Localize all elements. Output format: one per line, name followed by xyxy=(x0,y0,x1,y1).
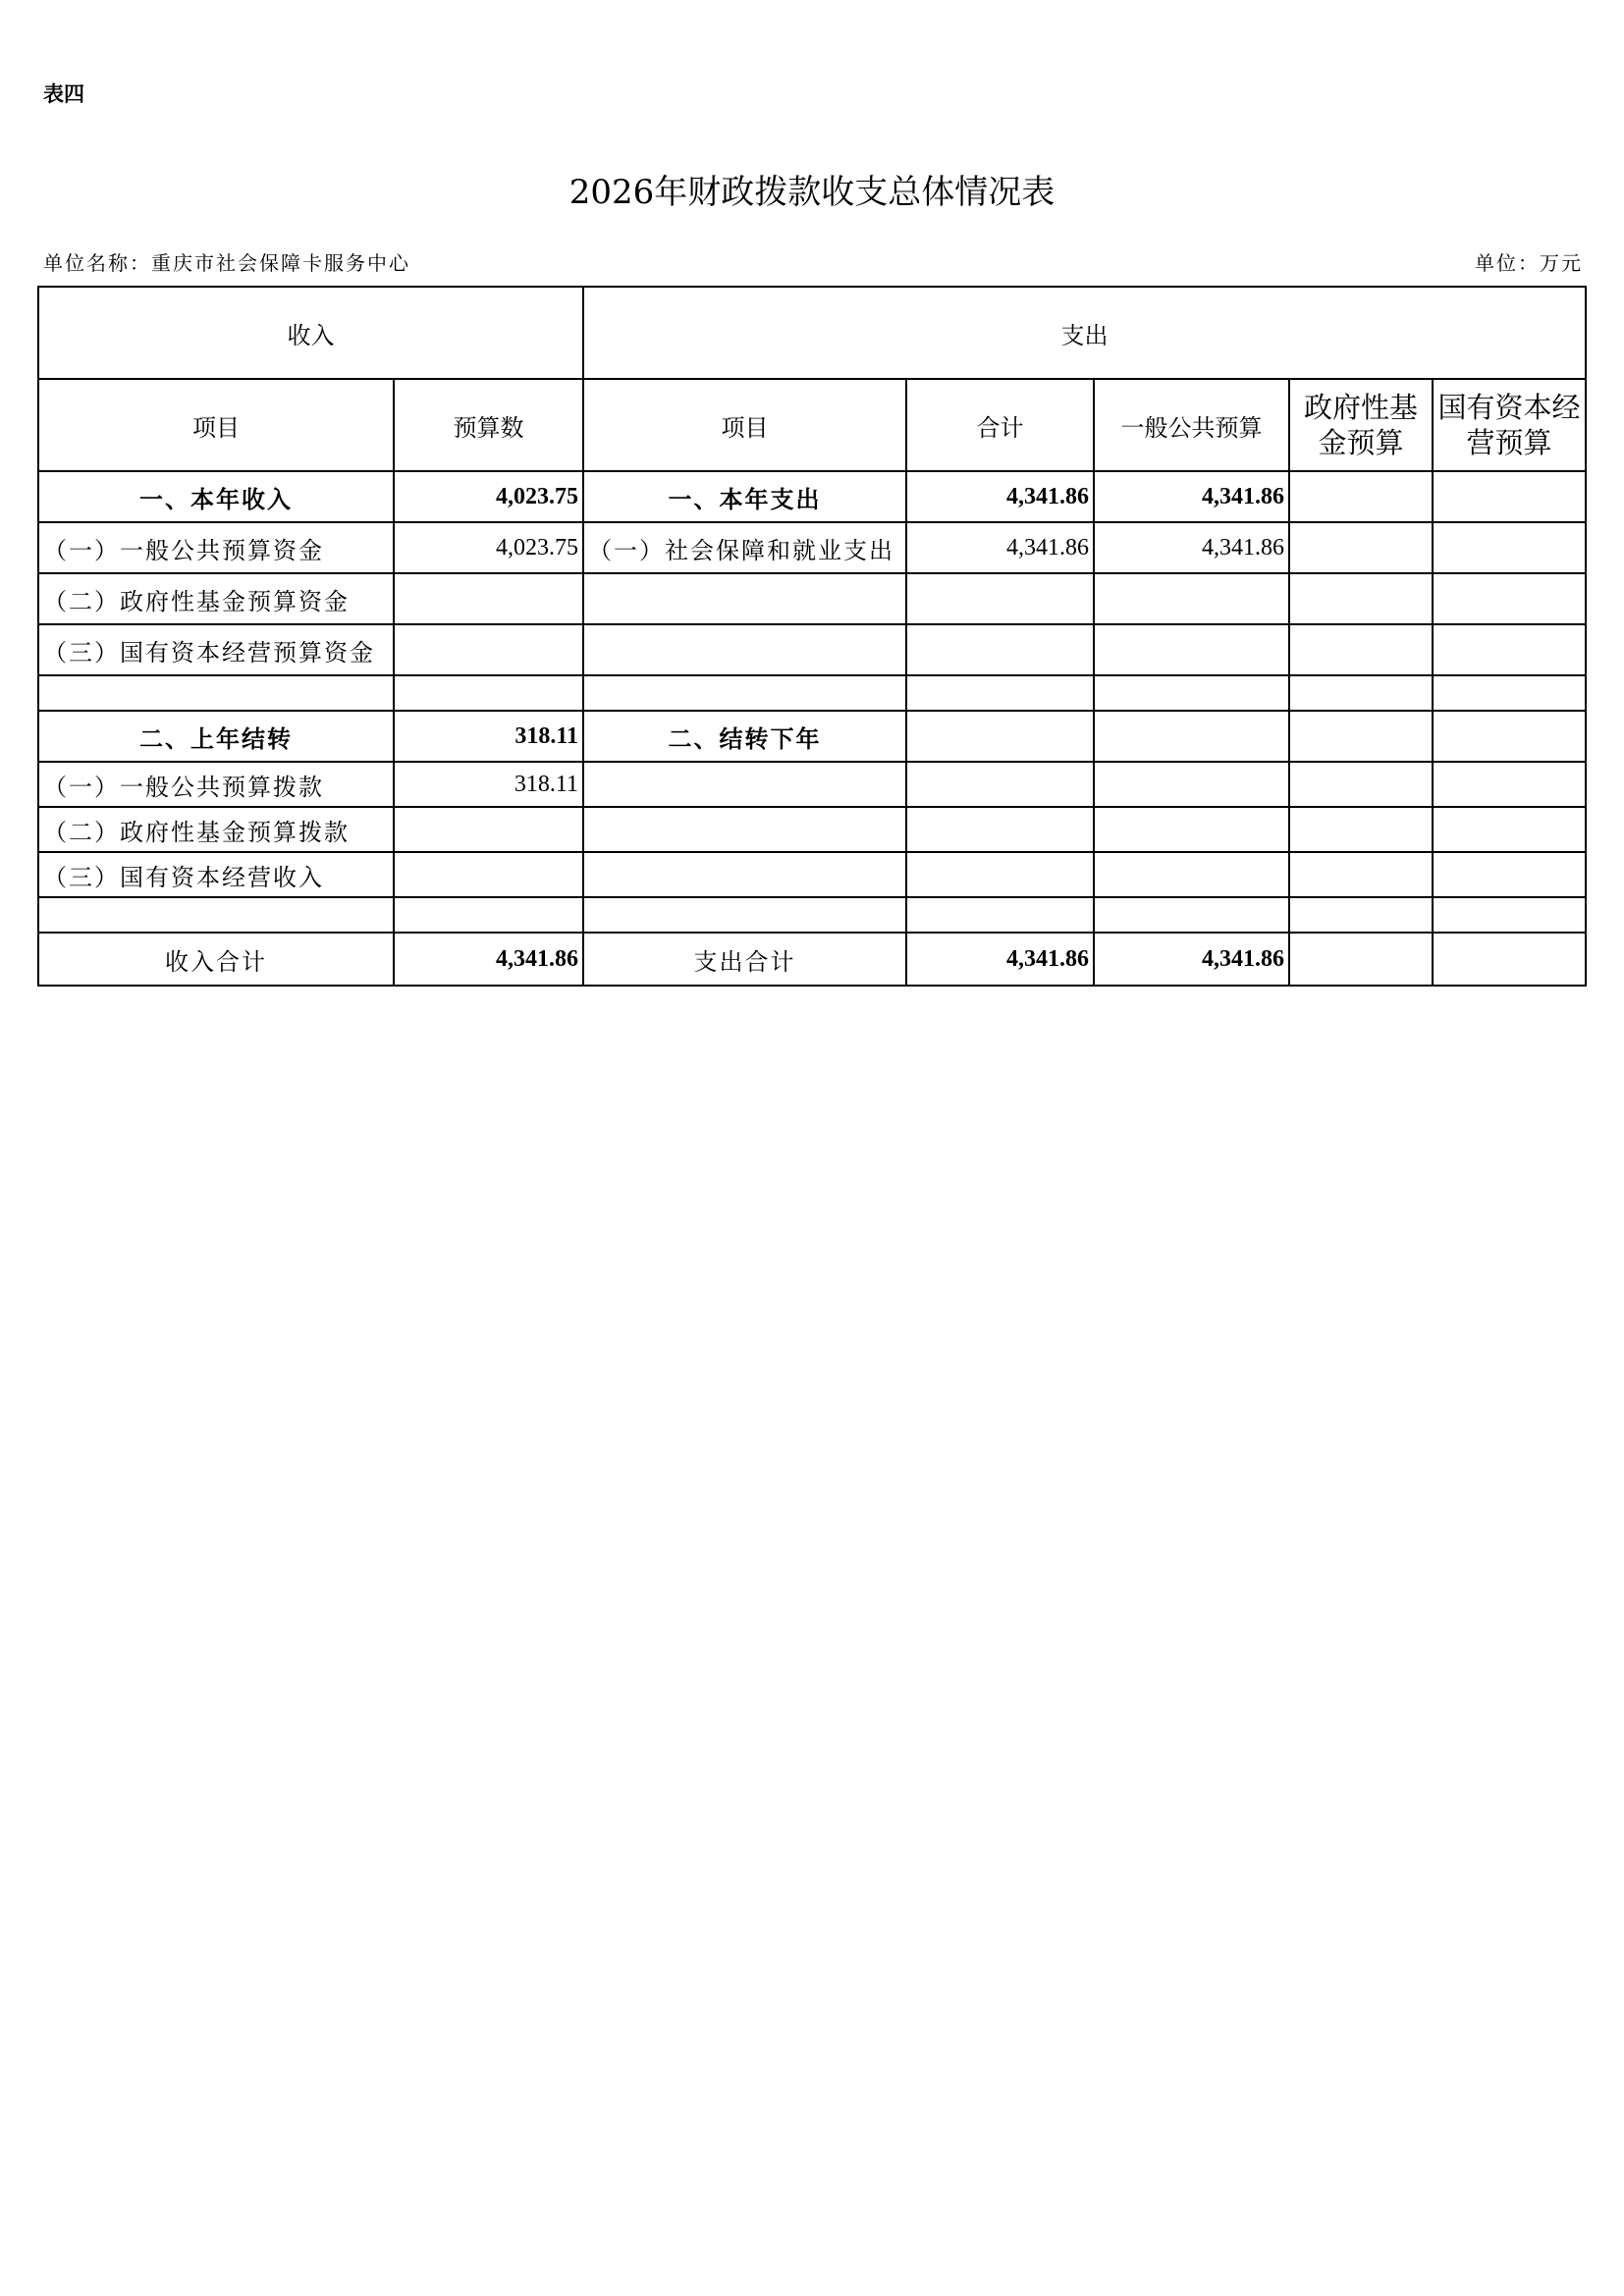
income-item xyxy=(38,897,394,933)
income-item: （二）政府性基金预算拨款 xyxy=(38,807,394,852)
column-header-row xyxy=(38,379,1586,471)
income-item: 一、本年收入 xyxy=(38,471,394,522)
expense-gov-fund xyxy=(1289,762,1433,807)
expense-state xyxy=(1433,573,1586,624)
unit-name: 单位名称：重庆市社会保障卡服务中心 xyxy=(43,251,410,275)
expense-total xyxy=(906,573,1094,624)
table-row xyxy=(38,624,1586,675)
expense-state xyxy=(1433,762,1586,807)
expense-general xyxy=(1094,762,1289,807)
col-expense-item: 项目 xyxy=(583,379,906,471)
expense-gov-fund xyxy=(1289,897,1433,933)
budget-table xyxy=(37,286,1587,987)
expense-total: 4,341.86 xyxy=(906,933,1094,986)
expense-total: 4,341.86 xyxy=(906,522,1094,573)
page-title: 2026年财政拨款收支总体情况表 xyxy=(568,173,1056,212)
total-row xyxy=(38,933,1586,986)
expense-item xyxy=(583,624,906,675)
expense-state xyxy=(1433,807,1586,852)
expense-item xyxy=(583,807,906,852)
expense-item xyxy=(583,675,906,711)
expense-gov-fund xyxy=(1289,624,1433,675)
income-total-value: 4,341.86 xyxy=(394,933,583,986)
income-item xyxy=(38,675,394,711)
income-total-label: 收入合计 xyxy=(38,933,394,986)
income-value xyxy=(394,675,583,711)
expense-item xyxy=(583,852,906,897)
income-item: （三）国有资本经营收入 xyxy=(38,852,394,897)
expense-general xyxy=(1094,624,1289,675)
expense-total xyxy=(906,624,1094,675)
group-expense-header: 支出 xyxy=(583,287,1586,379)
expense-total xyxy=(906,711,1094,762)
income-value xyxy=(394,573,583,624)
expense-general xyxy=(1094,675,1289,711)
income-value xyxy=(394,852,583,897)
expense-total: 4,341.86 xyxy=(906,471,1094,522)
expense-total xyxy=(906,852,1094,897)
expense-item xyxy=(583,573,906,624)
table-label: 表四 xyxy=(43,82,84,106)
expense-gov-fund xyxy=(1289,471,1433,522)
table-row xyxy=(38,852,1586,897)
income-value: 318.11 xyxy=(394,711,583,762)
income-value: 4,023.75 xyxy=(394,522,583,573)
expense-gov-fund xyxy=(1289,711,1433,762)
expense-general: 4,341.86 xyxy=(1094,522,1289,573)
expense-total xyxy=(906,675,1094,711)
income-item: 二、上年结转 xyxy=(38,711,394,762)
expense-item: （一）社会保障和就业支出 xyxy=(583,522,906,573)
expense-state xyxy=(1433,933,1586,986)
expense-gov-fund xyxy=(1289,807,1433,852)
expense-general: 4,341.86 xyxy=(1094,471,1289,522)
group-header-row xyxy=(38,287,1586,379)
expense-general xyxy=(1094,573,1289,624)
income-value xyxy=(394,897,583,933)
expense-state xyxy=(1433,675,1586,711)
table-row xyxy=(38,807,1586,852)
expense-total xyxy=(906,807,1094,852)
group-income-header: 收入 xyxy=(38,287,583,379)
col-income-budget: 预算数 xyxy=(394,379,583,471)
table-row xyxy=(38,573,1586,624)
expense-total-label: 支出合计 xyxy=(583,933,906,986)
expense-total xyxy=(906,897,1094,933)
expense-item: 二、结转下年 xyxy=(583,711,906,762)
income-item: （一）一般公共预算资金 xyxy=(38,522,394,573)
table-row xyxy=(38,522,1586,573)
expense-gov-fund xyxy=(1289,522,1433,573)
col-income-item: 项目 xyxy=(38,379,394,471)
expense-state xyxy=(1433,624,1586,675)
table-row xyxy=(38,675,1586,711)
income-value xyxy=(394,624,583,675)
col-total: 合计 xyxy=(906,379,1094,471)
col-state-capital: 国有资本经营预算 xyxy=(1433,379,1586,471)
table-row xyxy=(38,711,1586,762)
expense-general xyxy=(1094,807,1289,852)
col-general: 一般公共预算 xyxy=(1094,379,1289,471)
expense-general xyxy=(1094,897,1289,933)
expense-general xyxy=(1094,852,1289,897)
income-value: 318.11 xyxy=(394,762,583,807)
expense-state xyxy=(1433,522,1586,573)
expense-item: 一、本年支出 xyxy=(583,471,906,522)
table-row xyxy=(38,471,1586,522)
expense-general xyxy=(1094,711,1289,762)
income-item: （三）国有资本经营预算资金 xyxy=(38,624,394,675)
expense-state xyxy=(1433,471,1586,522)
expense-item xyxy=(583,762,906,807)
expense-gov-fund xyxy=(1289,933,1433,986)
income-item: （一）一般公共预算拨款 xyxy=(38,762,394,807)
income-item: （二）政府性基金预算资金 xyxy=(38,573,394,624)
expense-state xyxy=(1433,852,1586,897)
expense-gov-fund xyxy=(1289,852,1433,897)
expense-state xyxy=(1433,711,1586,762)
table-row xyxy=(38,762,1586,807)
income-value: 4,023.75 xyxy=(394,471,583,522)
expense-gov-fund xyxy=(1289,573,1433,624)
col-gov-fund: 政府性基金预算 xyxy=(1289,379,1433,471)
expense-gov-fund xyxy=(1289,675,1433,711)
expense-general: 4,341.86 xyxy=(1094,933,1289,986)
unit-label: 单位：万元 xyxy=(1475,251,1583,275)
table-row xyxy=(38,897,1586,933)
expense-item xyxy=(583,897,906,933)
expense-state xyxy=(1433,897,1586,933)
expense-total xyxy=(906,762,1094,807)
income-value xyxy=(394,807,583,852)
